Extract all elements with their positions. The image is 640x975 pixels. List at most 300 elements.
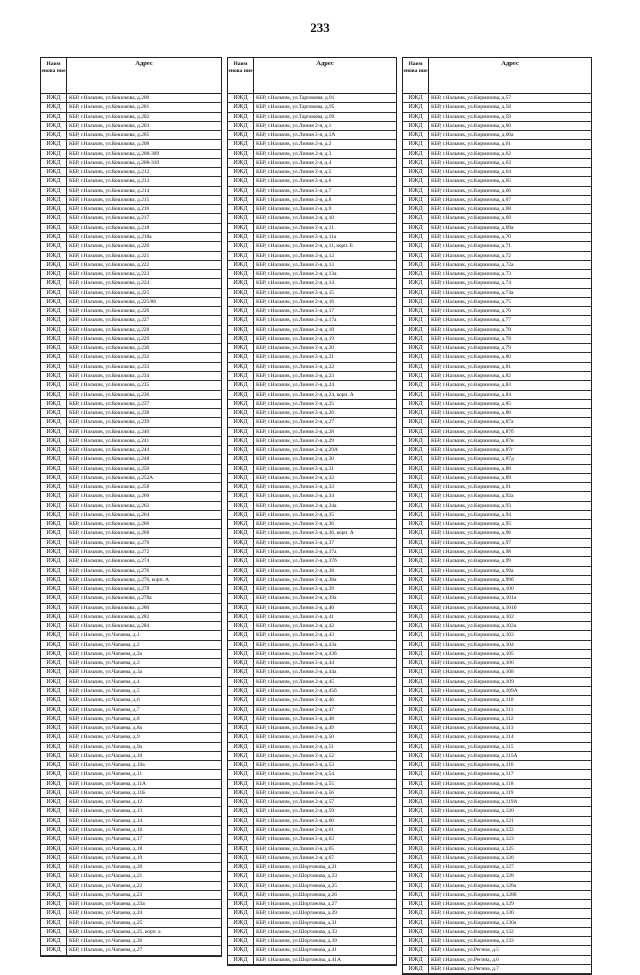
cell-address: КБР, г.Нальчик, ул.Кирмизова, д.87г [431,447,514,454]
cell-address: КБР, г.Нальчик, ул.Кешокова, д.262 [69,502,150,509]
cell-address: КБР, г.Нальчик, ул.Кирмизова, д.73 [431,271,511,278]
cell-type: ИЖД [403,391,429,399]
cell-address: КБР, г.Нальчик, ул.Линия 2-я, д.49 [256,725,334,732]
cell-type: ИЖД [228,242,254,250]
cell-type: ИЖД [41,789,67,797]
cell-address: КБР, г.Нальчик, ул.Кешокова, д.260 [69,493,150,500]
cell-type: ИЖД [41,724,67,732]
cell-type: ИЖД [228,205,254,213]
cell-address: КБР, г.Нальчик, ул.Линия 2-я, д.52 [256,752,334,759]
table-row [41,668,221,677]
cell-address: КБР, г.Нальчик, ул.Чапаева, д.7 [69,706,140,713]
cell-address: КБР, г.Нальчик, ул.Линия 2-я, д.67 [256,854,334,861]
cell-address: КБР, г.Нальчик, ул.Линия 2-я, д.44а [256,669,337,676]
cell-type: ИЖД [403,780,429,788]
cell-address: КБР, г.Нальчик, ул.Чапаева, д.3а [69,669,142,676]
cell-address: КБР, г.Нальчик, ул.Линия 2-я, д.38а [256,576,337,583]
cell-address: КБР, г.Нальчик, ул.Чапаева, д.22 [69,882,143,889]
cell-type: ИЖД [228,539,254,547]
cell-type: ИЖД [228,817,254,825]
table-row [41,937,221,946]
table-row [228,428,396,437]
table-row [41,854,221,863]
table-row [228,909,396,918]
cell-type: ИЖД [228,687,254,695]
cell-address: КБР, г.Нальчик, ул.Кешокова, д.282 [69,613,150,620]
table-row [228,270,396,279]
cell-address: КБР, г.Нальчик, ул.Шортанова, д.26 [256,891,337,898]
table-row [403,298,591,307]
cell-type: ИЖД [228,715,254,723]
cell-type: ИЖД [403,585,429,593]
cell-address: КБР, г.Нальчик, ул.Кешокова, д.220 [69,243,150,250]
table-row [403,548,591,557]
cell-type: ИЖД [403,344,429,352]
cell-address: КБР, г.Нальчик, ул.Кирмизова, д.130 [431,910,514,917]
header-type: Наим енова ние [41,58,67,93]
table-row [41,307,221,316]
cell-type: ИЖД [228,455,254,463]
cell-type: ИЖД [41,539,67,547]
cell-type: ИЖД [228,835,254,843]
cell-address: КБР, г.Нальчик, ул.Линия 2-я, д.24 [256,382,334,389]
table-row [228,789,396,798]
cell-address: КБР, г.Нальчик, ул.Линия 2-я, д.14 [256,280,334,287]
table-row [403,909,591,918]
table-row [228,391,396,400]
table-row [403,363,591,372]
cell-type: ИЖД [41,326,67,334]
table-row [403,854,591,863]
table-row [228,252,396,261]
cell-address: КБР, г.Нальчик, ул.Кирмизова, д.70 [431,233,511,240]
table-row [41,863,221,872]
cell-address: КБР, г.Нальчик, ул.Кешокова, д.226 [69,308,150,315]
cell-address: КБР, г.Нальчик, ул.Кешокова, д.278а [69,595,152,602]
cell-type: ИЖД [41,270,67,278]
table-row [228,798,396,807]
cell-type: ИЖД [228,520,254,528]
cell-address: КБР, г.Нальчик, ул.Линия 2-я, д.51 [256,743,334,750]
cell-address: КБР, г.Нальчик, ул.Чапаева, д.1 [69,632,140,639]
cell-type: ИЖД [403,520,429,528]
cell-type: ИЖД [228,252,254,260]
cell-type: ИЖД [403,743,429,751]
cell-type: ИЖД [228,585,254,593]
table-row [41,548,221,557]
cell-type: ИЖД [403,140,429,148]
table-row [228,224,396,233]
cell-type: ИЖД [228,381,254,389]
cell-address: КБР, г.Нальчик, ул.Кешокова, д.266 [69,521,150,528]
cell-type: ИЖД [403,659,429,667]
cell-address: КБР, г.Нальчик, ул.Кирмизова, д.81 [431,363,511,370]
table-row [403,724,591,733]
cell-address: КБР, г.Нальчик, ул.Линия 2-я, д.55 [256,780,334,787]
cell-type: ИЖД [403,807,429,815]
table-row [228,279,396,288]
cell-address: КБР, г.Нальчик, ул.Кирмизова, д.128б [431,891,517,898]
cell-type: ИЖД [403,696,429,704]
cell-type: ИЖД [228,733,254,741]
cell-type: ИЖД [228,224,254,232]
table-row [228,113,396,122]
table-row [41,196,221,205]
cell-address: КБР, г.Нальчик, ул.Линия 2-я, д.2 [256,141,332,148]
cell-address: КБР, г.Нальчик, ул.Кирмизова, д.64 [431,169,511,176]
table-row [228,400,396,409]
table-row [403,752,591,761]
cell-address: КБР, г.Нальчик, ул.Линия 2-я, д.3 [256,150,332,157]
cell-address: КБР, г.Нальчик, ул.Чапаева, д.9а [69,743,142,750]
cell-address: КБР, г.Нальчик, ул.Кешокова, д.241 [69,437,150,444]
table-row [228,409,396,418]
table-row [403,687,591,696]
cell-address: КБР, г.Нальчик, ул.Шортанова, д.33 [256,928,337,935]
table-row [403,789,591,798]
table-row [41,233,221,242]
cell-address: КБР, г.Нальчик, ул.Кешокова, д.276, корп. А [69,576,169,583]
table-row [228,650,396,659]
cell-type: ИЖД [228,446,254,454]
cell-address: КБР, г.Нальчик, ул.Чапаева, д.13 [69,808,143,815]
cell-type: ИЖД [41,372,67,380]
cell-address: КБР, г.Нальчик, ул.Кирмизова, д.109А [431,688,518,694]
table-row [41,539,221,548]
cell-address: КБР, г.Нальчик, ул.Кирмизова, д.85 [431,400,511,407]
table-row [228,622,396,631]
table-row [41,113,221,122]
cell-address: КБР, г.Нальчик, ул.Линия 2-я, д.15 [256,289,334,296]
cell-type: ИЖД [41,177,67,185]
cell-address: КБР, г.Нальчик, ул.Линия 2-я, д.59 [256,808,334,815]
cell-address: КБР, г.Нальчик, ул.Тарчокова, д.91 [256,95,335,101]
cell-type: ИЖД [228,678,254,686]
cell-type: ИЖД [41,381,67,389]
cell-address: КБР, г.Нальчик, ул.Линия 2-я, д.35 [256,511,334,518]
cell-address: КБР, г.Нальчик, ул.Кешокова, д.223 [69,271,150,278]
table-row [41,882,221,891]
cell-address: КБР, г.Нальчик, ул.Линия 2-я, д.61 [256,826,334,833]
cell-type: ИЖД [228,576,254,584]
cell-address: КБР, г.Нальчик, ул.Кешокова, д.240 [69,428,150,435]
cell-type: ИЖД [41,150,67,158]
table-row [228,103,396,112]
table-row [403,622,591,631]
cell-address: КБР, г.Нальчик, ул.Линия 2-я, д.31 [256,465,334,472]
table-row [41,474,221,483]
cell-type: ИЖД [41,511,67,519]
cell-address: КБР, г.Нальчик, ул.Чапаева, д.2 [69,641,140,648]
cell-type: ИЖД [41,946,67,954]
cell-address: КБР, г.Нальчик, ул.Линия 2-я, д.54 [256,771,334,778]
cell-type: ИЖД [228,177,254,185]
cell-address: КБР, г.Нальчик, ул.Линия 2-я, д.37б [256,558,337,565]
cell-address: КБР, г.Нальчик, ул.Линия 2-я, д.29А [256,447,338,454]
table-row [403,391,591,400]
table-row [228,743,396,752]
cell-address: КБР, г.Нальчик, ул.Кешокова, д.264 [69,511,150,518]
cell-type: ИЖД [228,900,254,908]
cell-address: КБР, г.Нальчик, ул.Кешокова, д.274 [69,558,150,565]
cell-type: ИЖД [41,882,67,890]
cell-type: ИЖД [41,316,67,324]
cell-address: КБР, г.Нальчик, ул.Линия 2-я, д.50 [256,734,334,741]
cell-type: ИЖД [403,900,429,908]
cell-address: КБР, г.Нальчик, ул.Чапаева, д.16 [69,826,143,833]
table-row [41,400,221,409]
table-row [403,567,591,576]
table-row [41,789,221,798]
table-row [41,696,221,705]
cell-type: ИЖД [41,641,67,649]
table-row [228,668,396,677]
table-row [41,391,221,400]
cell-type: ИЖД [228,946,254,954]
cell-address: КБР, г.Нальчик, ул.Линия 2-я, д.34 [256,493,334,500]
table-row [228,817,396,826]
table-row [403,344,591,353]
cell-type: ИЖД [41,826,67,834]
cell-type: ИЖД [403,576,429,584]
cell-type: ИЖД [403,919,429,927]
cell-type: ИЖД [41,576,67,584]
cell-address: КБР, г.Нальчик, ул.Кирмизова, д.113 [431,725,514,732]
cell-type: ИЖД [228,270,254,278]
table-row [41,567,221,576]
table-row [41,845,221,854]
cell-address: КБР, г.Нальчик, ул.Кирмизова, д.72а [431,261,514,268]
cell-address: КБР, г.Нальчик, ул.Чапаева, д.9 [69,734,140,741]
cell-type: ИЖД [228,613,254,621]
cell-address: КБР, г.Нальчик, ул.Кирмизова, д.120 [431,808,514,815]
cell-address: КБР, г.Нальчик, ул.Кирмизова, д.108 [431,669,514,676]
table-row [41,131,221,140]
table-row [228,529,396,538]
table-row [403,817,591,826]
table-row [228,511,396,520]
cell-address: КБР, г.Нальчик, ул.Кешокова, д.225 [69,289,150,296]
table-row [228,150,396,159]
cell-type: ИЖД [41,502,67,510]
cell-type: ИЖД [228,511,254,519]
cell-address: КБР, г.Нальчик, ул.Чапаева, д.11Б [69,789,146,796]
cell-type: ИЖД [403,631,429,639]
table-row [403,483,591,492]
cell-type: ИЖД [228,437,254,445]
cell-type: ИЖД [228,631,254,639]
cell-address: КБР, г.Нальчик, ул.Кирмизова, д.92а [431,493,514,500]
table-row [228,557,396,566]
cell-type: ИЖД [228,279,254,287]
cell-type: ИЖД [228,492,254,500]
cell-address: КБР, г.Нальчик, ул.Кирмизова, д.119А [431,799,518,806]
cell-address: КБР, г.Нальчик, ул.Кешокова, д.213 [69,178,150,185]
cell-address: КБР, г.Нальчик, ул.Кирмизова, д.75 [431,298,511,305]
cell-type: ИЖД [403,752,429,760]
table-column-middle [227,57,397,966]
table-row [403,807,591,816]
cell-type: ИЖД [403,103,429,111]
cell-type: ИЖД [403,733,429,741]
cell-address: КБР, г.Нальчик, ул.Линия 2-я, д.43 [256,632,334,639]
cell-address: КБР, г.Нальчик, ул.Чапаева, д.6 [69,697,140,704]
cell-address: КБР, г.Нальчик, ул.Кирмизова, д.96 [431,530,511,537]
table-row [403,835,591,844]
cell-type: ИЖД [403,428,429,436]
cell-address: КБР, г.Нальчик, ул.Кешокова, д.234 [69,372,150,379]
table-row [41,316,221,325]
cell-address: КБР, г.Нальчик, ул.Кирмизова, д.109 [431,678,514,685]
cell-type: ИЖД [403,502,429,510]
cell-type: ИЖД [228,956,254,964]
cell-type: ИЖД [41,807,67,815]
cell-type: ИЖД [41,706,67,714]
cell-type: ИЖД [41,363,67,371]
cell-address: КБР, г.Нальчик, ул.Кешокова, д.224 [69,280,150,287]
cell-type: ИЖД [403,113,429,121]
table-row [403,455,591,464]
cell-address: КБР, г.Нальчик, ул.Кирмизова, д.99 [431,558,511,565]
cell-type: ИЖД [403,529,429,537]
cell-type: ИЖД [403,965,429,973]
table-row [228,687,396,696]
cell-type: ИЖД [403,205,429,213]
cell-type: ИЖД [403,946,429,954]
cell-address: КБР, г.Нальчик, ул.Кирмизова, д.83 [431,382,511,389]
cell-address: КБР, г.Нальчик, ул.Кешокова, д.208 [69,141,150,148]
cell-address: КБР, г.Нальчик, ул.Кирмизова, д.63 [431,159,511,166]
cell-address: КБР, г.Нальчик, ул.Чапаева, д.12 [69,799,143,806]
cell-type: ИЖД [403,298,429,306]
cell-type: ИЖД [41,854,67,862]
cell-address: КБР, г.Нальчик, ул.Шортанова, д.25 [256,882,337,889]
cell-type: ИЖД [403,650,429,658]
table-row [41,835,221,844]
cell-type: ИЖД [228,604,254,612]
table-row [403,159,591,168]
cell-address: КБР, г.Нальчик, ул.Линия 2-я, д.13а [256,271,337,278]
cell-address: КБР, г.Нальчик, ул.Чапаева, д.18 [69,845,143,852]
cell-type: ИЖД [41,631,67,639]
table-row [403,428,591,437]
cell-type: ИЖД [403,270,429,278]
cell-type: ИЖД [403,872,429,880]
table-row [403,103,591,112]
table-row [403,956,591,965]
table-row [41,261,221,270]
cell-type: ИЖД [403,687,429,695]
cell-address: КБР, г.Нальчик, ул.Кешокова, д.225/86 [69,298,157,305]
table-row [228,465,396,474]
table-row [403,937,591,946]
table-row [403,641,591,650]
cell-type: ИЖД [403,928,429,936]
cell-address: КБР, г.Нальчик, ул.Кирмизова, д.66 [431,187,511,194]
header-address: Адрес [135,60,153,67]
cell-type: ИЖД [41,715,67,723]
table-row [403,409,591,418]
cell-address: КБР, г.Нальчик, ул.Кирмизова, д.60а [431,132,514,139]
cell-type: ИЖД [41,872,67,880]
table-row [403,798,591,807]
cell-type: ИЖД [41,261,67,269]
table-row [403,863,591,872]
cell-type: ИЖД [403,826,429,834]
cell-address: КБР, г.Нальчик, ул.Чапаева, д.27 [69,947,143,954]
cell-type: ИЖД [228,400,254,408]
cell-address: КБР, г.Нальчик, ул.Чапаева, д.2а [69,650,142,657]
header-type: Наим енова ние [403,58,429,93]
cell-type: ИЖД [403,168,429,176]
cell-type: ИЖД [228,919,254,927]
cell-address: КБР, г.Нальчик, ул.Чапаева, д.17 [69,836,143,843]
cell-address: КБР, г.Нальчик, ул.Кирмизова, д.87в [431,437,514,444]
cell-type: ИЖД [41,752,67,760]
cell-type: ИЖД [228,780,254,788]
cell-address: КБР, г.Нальчик, ул.Чапаева, д.25, корп. а [69,928,161,935]
cell-type: ИЖД [403,715,429,723]
cell-type: ИЖД [403,882,429,890]
table-row [41,780,221,789]
cell-address: КБР, г.Нальчик, ул.Линия 2-я, д.11 [256,224,334,231]
cell-type: ИЖД [403,289,429,297]
table-row [41,622,221,631]
cell-address: КБР, г.Нальчик, ул.Кешокова, д.236 [69,391,150,398]
table-row [228,437,396,446]
cell-type: ИЖД [403,418,429,426]
cell-address: КБР, г.Нальчик, ул.Линия 2-я, д.28 [256,428,334,435]
cell-address: КБР, г.Нальчик, ул.Чапаева, д.8а [69,725,142,732]
cell-address: КБР, г.Нальчик, ул.Кирмизова, д.126 [431,854,514,861]
table-row [41,946,221,955]
cell-type: ИЖД [41,446,67,454]
cell-type: ИЖД [403,835,429,843]
cell-type: ИЖД [41,465,67,473]
cell-address: КБР, г.Нальчик, ул.Кирмизова, д.119 [431,789,514,796]
cell-type: ИЖД [41,678,67,686]
cell-address: КБР, г.Нальчик, ул.Кешокова, д.284 [69,623,150,630]
cell-address: КБР, г.Нальчик, ул.Линия 2-я, д.46 [256,697,334,704]
cell-address: КБР, г.Нальчик, ул.Линия 2-я, д.1 [256,122,332,129]
cell-type: ИЖД [41,103,67,111]
table-row [228,946,396,955]
cell-type: ИЖД [41,520,67,528]
cell-address: КБР, г.Нальчик, ул.Линия 2-я, д.21 [256,354,334,361]
cell-type: ИЖД [41,733,67,741]
cell-type: ИЖД [41,594,67,602]
cell-type: ИЖД [228,159,254,167]
table-row [403,743,591,752]
cell-type: ИЖД [403,363,429,371]
table-row [228,770,396,779]
table-row [228,502,396,511]
cell-type: ИЖД [41,770,67,778]
cell-address: КБР, г.Нальчик, ул.Линия 2-я, д.39 [256,586,334,593]
cell-address: КБР, г.Нальчик, ул.Кирмизова, д.59 [431,113,511,120]
table-header [228,58,396,94]
cell-type: ИЖД [228,761,254,769]
cell-address: КБР, г.Нальчик, ул.Линия 2-я, д.20 [256,345,334,352]
table-row [403,353,591,362]
cell-address: КБР, г.Нальчик, ул.Кирмизова, д.103 [431,632,514,639]
table-row [41,492,221,501]
table-row [41,557,221,566]
cell-type: ИЖД [41,604,67,612]
table-row [403,326,591,335]
cell-type: ИЖД [403,242,429,250]
cell-address: КБР, г.Нальчик, ул.Линия 2-я, д.4 [256,159,332,166]
